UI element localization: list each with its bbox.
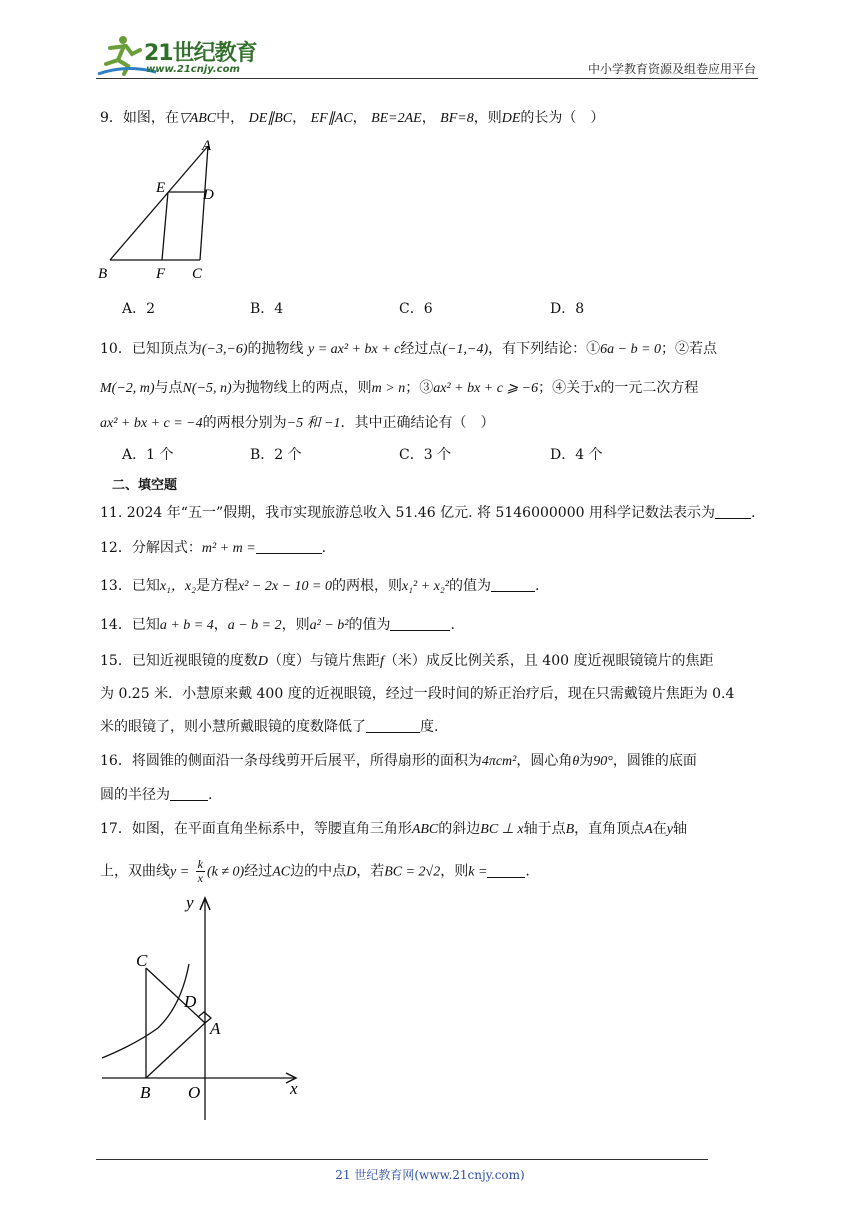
q10-option-b[interactable]: B．2 个: [250, 447, 302, 463]
q9-label-d: D: [203, 187, 214, 203]
q16-answer-blank[interactable]: [170, 800, 208, 801]
q15-line3: 米的眼镜了，则小慧所戴眼镜的度数降低了 度.: [100, 719, 439, 735]
q9-option-c[interactable]: C．6: [399, 301, 433, 317]
q10-option-a[interactable]: A．1 个: [122, 447, 174, 463]
q17-label-x: x: [290, 1079, 298, 1098]
q17-label-a: A: [210, 1019, 221, 1038]
q12-answer-blank[interactable]: [256, 553, 322, 554]
footer-rule: [96, 1159, 708, 1160]
footer-text[interactable]: 21 世纪教育网(www.21cnjy.com): [335, 1168, 525, 1182]
q17-label-b: B: [140, 1083, 151, 1102]
q9-option-d[interactable]: D．8: [550, 301, 585, 317]
q16-line2: 圆的半径为 .: [100, 787, 213, 803]
q17-figure: [96, 888, 316, 1128]
q17-label-d: D: [184, 992, 197, 1011]
q17-label-o: O: [188, 1083, 201, 1102]
q9-label-a: A: [202, 138, 212, 154]
q17-label-c: C: [136, 951, 148, 970]
q15-answer-blank[interactable]: [366, 732, 420, 733]
q17-answer-blank[interactable]: [487, 877, 525, 878]
q16-line1: 16．将圆锥的侧面沿一条母线剪开后展平，所得扇形的面积为4πcm²，圆心角θ为90°，圆锥的底面: [100, 753, 697, 769]
logo-sub-text: www.21cnjy.com: [146, 64, 240, 75]
q10-option-d[interactable]: D．4 个: [550, 447, 603, 463]
section-title-fill-in: 二、填空题: [112, 478, 178, 493]
header-rule: [96, 78, 758, 79]
q17-label-y: y: [186, 893, 194, 912]
q13-text: 13．已知x₁，x₂是方程x² − 2x − 10 = 0的两根，则x₁² + x₂²的值为 .: [100, 578, 540, 594]
q15-line2: 为 0.25 米．小慧原来戴 400 度的近视眼镜，经过一段时间的矫正治疗后，现在只需戴镜片焦距为 0.4: [100, 686, 735, 702]
q14-answer-blank[interactable]: [390, 630, 450, 631]
q12-text: 12．分解因式：m² + m = .: [100, 540, 327, 556]
q17-line1: 17．如图，在平面直角坐标系中，等腰直角三角形ABC的斜边BC ⊥ x轴于点B，直角顶点A在y轴: [100, 821, 687, 837]
q9-label-e: E: [156, 180, 166, 196]
q9-option-a[interactable]: A．2: [122, 301, 156, 317]
q10-line1: 10．已知顶点为(−3,−6)的抛物线 y = ax² + bx + c经过点(−1,−4)，有下列结论：①6a − b = 0；②若点: [100, 341, 718, 357]
q17-line2: 上，双曲线y = $\frac{k}{x}$ (k ≠ 0)经过AC边的中点D，若BC = 2√2，则k = .: [100, 857, 530, 885]
q9-text: 9．如图，在▽ABC中， DE∥BC， EF∥AC， BE=2AE， BF=8，则DE的长为（ ）: [100, 110, 605, 126]
q14-text: 14．已知a + b = 4，a − b = 2，则a² − b²的值为 .: [100, 617, 455, 633]
q9-label-c: C: [192, 266, 203, 282]
q9-option-b[interactable]: B．4: [250, 301, 284, 317]
q10-line3: ax² + bx + c = −4的两根分别为−5 和 −1．其中正确结论有（ ）: [100, 415, 495, 431]
logo-main-text: 21世纪教育: [144, 41, 257, 66]
header-logo: [96, 34, 266, 78]
q11-text: 11. 2024 年“五一”假期，我市实现旅游总收入 51.46 亿元. 将 5146000000 用科学记数法表示为 .: [100, 505, 756, 521]
q9-label-f: F: [156, 266, 166, 282]
q10-line2: M(−2, m)与点N(−5, n)为抛物线上的两点，则m > n；③ax² + bx + c ⩾ −6；④关于x的一元二次方程: [100, 380, 699, 396]
q17-fraction: $\frac{k}{x}$: [197, 857, 203, 885]
header-right-text: 中小学教育资源及组卷应用平台: [587, 62, 756, 76]
q13-answer-blank[interactable]: [491, 591, 535, 592]
q10-option-c[interactable]: C．3 个: [399, 447, 452, 463]
q11-answer-blank[interactable]: [715, 518, 751, 519]
q15-line1: 15．已知近视眼镜的度数D（度）与镜片焦距f（米）成反比例关系，且 400 度近视眼镜镜片的焦距: [100, 653, 714, 669]
q9-figure: [96, 134, 226, 284]
q9-label-b: B: [98, 266, 108, 282]
